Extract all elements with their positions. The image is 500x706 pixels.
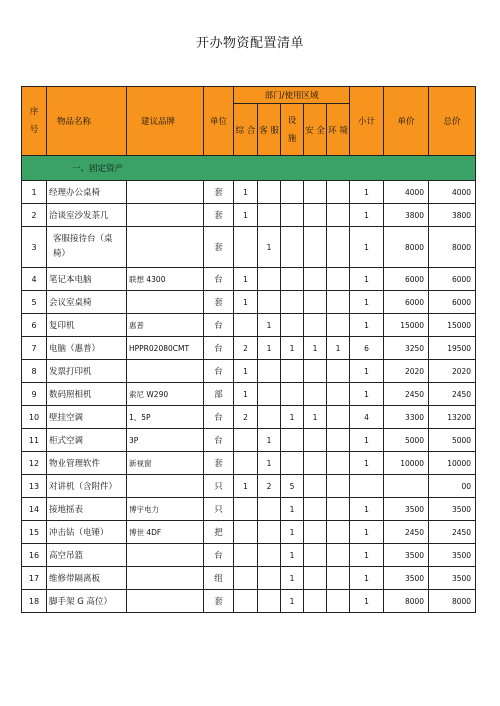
row-number-cell: 18	[22, 590, 47, 613]
qty-general-cell	[234, 521, 258, 544]
table-row	[22, 429, 476, 452]
brand-cell	[127, 181, 204, 204]
qty-service-cell	[258, 360, 281, 383]
subtotal-cell	[350, 475, 384, 498]
qty-environment-cell	[327, 475, 350, 498]
table-row	[22, 567, 476, 590]
dept-general-header: 综 合	[234, 104, 258, 156]
unit-cell: 把	[204, 521, 234, 544]
subtotal-cell: 1	[350, 204, 384, 227]
row-number-cell: 14	[22, 498, 47, 521]
unit-cell: 套	[204, 590, 234, 613]
qty-general-cell: 1	[234, 268, 258, 291]
department-header: 部门/使用区域	[234, 87, 350, 104]
qty-general-cell	[234, 227, 258, 268]
qty-environment-cell	[327, 521, 350, 544]
qty-facility-cell	[281, 181, 304, 204]
qty-safety-cell	[304, 590, 327, 613]
qty-safety-cell	[304, 268, 327, 291]
unit-price-header: 单价	[384, 87, 429, 156]
row-number-cell: 9	[22, 383, 47, 406]
qty-general-cell: 1	[234, 181, 258, 204]
qty-general-cell	[234, 314, 258, 337]
qty-service-cell	[258, 406, 281, 429]
unit-cell: 套	[204, 291, 234, 314]
unit-cell: 部	[204, 383, 234, 406]
qty-safety-cell: 1	[304, 406, 327, 429]
unit-cell: 台	[204, 268, 234, 291]
brand-cell: HPPR02080CMT	[127, 337, 204, 360]
qty-facility-cell	[281, 429, 304, 452]
qty-facility-cell	[281, 383, 304, 406]
row-number-cell: 16	[22, 544, 47, 567]
unit-price-cell	[384, 475, 429, 498]
item-name-cell: 笔记本电脑	[47, 268, 127, 291]
unit-price-cell: 10000	[384, 452, 429, 475]
qty-service-cell: 1	[258, 227, 281, 268]
total-price-cell: 2450	[429, 383, 476, 406]
item-name-header: 物品名称	[47, 87, 127, 156]
total-price-cell: 00	[429, 475, 476, 498]
qty-facility-cell	[281, 204, 304, 227]
table-row	[22, 314, 476, 337]
table-row	[22, 475, 476, 498]
qty-facility-cell: 1	[281, 590, 304, 613]
unit-price-cell: 2020	[384, 360, 429, 383]
item-name-cell: 复印机	[47, 314, 127, 337]
qty-general-cell	[234, 590, 258, 613]
item-name-cell: 经理办公桌椅	[47, 181, 127, 204]
brand-cell: 1、5P	[127, 406, 204, 429]
table-row	[22, 291, 476, 314]
unit-price-cell: 3250	[384, 337, 429, 360]
row-number-cell: 8	[22, 360, 47, 383]
dept-environment-header: 环 境	[327, 104, 350, 156]
qty-service-cell	[258, 544, 281, 567]
qty-safety-cell: 1	[304, 337, 327, 360]
unit-price-cell: 8000	[384, 227, 429, 268]
qty-environment-cell: 1	[327, 337, 350, 360]
qty-environment-cell	[327, 498, 350, 521]
unit-price-cell: 3800	[384, 204, 429, 227]
qty-environment-cell	[327, 204, 350, 227]
total-price-cell: 2020	[429, 360, 476, 383]
qty-facility-cell	[281, 268, 304, 291]
total-price-cell: 8000	[429, 590, 476, 613]
subtotal-cell: 1	[350, 268, 384, 291]
unit-header: 单位	[204, 87, 234, 156]
dept-safety-header: 安 全	[304, 104, 327, 156]
subtotal-cell: 1	[350, 452, 384, 475]
total-price-cell: 5000	[429, 429, 476, 452]
brand-cell	[127, 360, 204, 383]
qty-facility-cell: 1	[281, 406, 304, 429]
subtotal-cell: 1	[350, 590, 384, 613]
qty-facility-cell: 1	[281, 337, 304, 360]
table-row	[22, 360, 476, 383]
table-row	[22, 406, 476, 429]
qty-general-cell: 1	[234, 475, 258, 498]
unit-price-cell: 3500	[384, 567, 429, 590]
row-number-cell: 3	[22, 227, 47, 268]
total-price-cell: 13200	[429, 406, 476, 429]
qty-safety-cell	[304, 475, 327, 498]
qty-safety-cell	[304, 204, 327, 227]
item-name-cell: 维修带隔离板	[47, 567, 127, 590]
table-row	[22, 268, 476, 291]
table-row	[22, 204, 476, 227]
subtotal-cell: 1	[350, 383, 384, 406]
row-number-cell: 13	[22, 475, 47, 498]
unit-cell: 台	[204, 314, 234, 337]
item-name-cell: 柜式空调	[47, 429, 127, 452]
subtotal-cell: 4	[350, 406, 384, 429]
qty-safety-cell	[304, 498, 327, 521]
subtotal-cell: 1	[350, 521, 384, 544]
unit-price-cell: 6000	[384, 291, 429, 314]
qty-general-cell: 1	[234, 360, 258, 383]
qty-general-cell	[234, 498, 258, 521]
qty-environment-cell	[327, 383, 350, 406]
row-number-cell: 5	[22, 291, 47, 314]
qty-service-cell	[258, 567, 281, 590]
table-row	[22, 521, 476, 544]
qty-service-cell	[258, 521, 281, 544]
subtotal-cell: 6	[350, 337, 384, 360]
row-number-cell: 1	[22, 181, 47, 204]
unit-price-cell: 3500	[384, 544, 429, 567]
item-name-cell: 发票打印机	[47, 360, 127, 383]
qty-safety-cell	[304, 314, 327, 337]
subtotal-cell: 1	[350, 429, 384, 452]
subtotal-cell: 1	[350, 227, 384, 268]
unit-cell: 台	[204, 429, 234, 452]
unit-price-cell: 3300	[384, 406, 429, 429]
row-number-cell: 2	[22, 204, 47, 227]
qty-general-cell	[234, 429, 258, 452]
qty-environment-cell	[327, 360, 350, 383]
qty-environment-cell	[327, 590, 350, 613]
subtotal-cell: 1	[350, 291, 384, 314]
qty-general-cell	[234, 544, 258, 567]
table-header-row	[22, 87, 476, 104]
unit-cell: 套	[204, 452, 234, 475]
table-row	[22, 544, 476, 567]
section-label: 一、固定资产	[22, 156, 476, 181]
unit-cell: 台	[204, 337, 234, 360]
qty-service-cell	[258, 181, 281, 204]
total-price-cell: 15000	[429, 314, 476, 337]
brand-cell: 新视窗	[127, 452, 204, 475]
item-name-cell: 脚手架 G 高位）	[47, 590, 127, 613]
qty-general-cell: 2	[234, 406, 258, 429]
qty-service-cell	[258, 291, 281, 314]
qty-facility-cell: 1	[281, 498, 304, 521]
brand-cell	[127, 544, 204, 567]
qty-general-cell	[234, 567, 258, 590]
qty-facility-cell	[281, 291, 304, 314]
table-row	[22, 498, 476, 521]
total-price-cell: 3500	[429, 567, 476, 590]
subtotal-cell: 1	[350, 360, 384, 383]
subtotal-header: 小计	[350, 87, 384, 156]
row-number-cell: 17	[22, 567, 47, 590]
qty-safety-cell	[304, 227, 327, 268]
qty-environment-cell	[327, 291, 350, 314]
qty-safety-cell	[304, 429, 327, 452]
qty-facility-cell: 5	[281, 475, 304, 498]
row-number-cell: 12	[22, 452, 47, 475]
page-title: 开办物资配置清单	[195, 36, 304, 51]
brand-cell	[127, 475, 204, 498]
brand-cell: 惠普	[127, 314, 204, 337]
qty-service-cell: 1	[258, 314, 281, 337]
row-number-cell: 4	[22, 268, 47, 291]
item-name-cell: 数码照相机	[47, 383, 127, 406]
unit-price-cell: 2450	[384, 521, 429, 544]
total-price-cell: 3800	[429, 204, 476, 227]
total-price-cell: 6000	[429, 291, 476, 314]
brand-cell	[127, 590, 204, 613]
item-name-cell: 客服接待台（桌椅）	[47, 227, 127, 268]
unit-cell: 套	[204, 181, 234, 204]
row-number-cell: 11	[22, 429, 47, 452]
qty-environment-cell	[327, 429, 350, 452]
qty-service-cell	[258, 498, 281, 521]
total-price-header: 总价	[429, 87, 476, 156]
table-row	[22, 590, 476, 613]
unit-price-cell: 6000	[384, 268, 429, 291]
qty-environment-cell	[327, 227, 350, 268]
subtotal-cell: 1	[350, 544, 384, 567]
row-number-cell: 10	[22, 406, 47, 429]
qty-safety-cell	[304, 452, 327, 475]
dept-facility-header: 设 施	[281, 104, 304, 156]
item-name-cell: 冲击钻（电锤）	[47, 521, 127, 544]
qty-service-cell	[258, 383, 281, 406]
total-price-cell: 2450	[429, 521, 476, 544]
item-name-cell: 电脑（惠普）	[47, 337, 127, 360]
unit-price-cell: 15000	[384, 314, 429, 337]
table-row	[22, 337, 476, 360]
brand-cell: 联想 4300	[127, 268, 204, 291]
item-name-cell: 物业管理软件	[47, 452, 127, 475]
qty-facility-cell	[281, 227, 304, 268]
unit-cell: 台	[204, 406, 234, 429]
item-name-cell: 洽谈室沙发茶几	[47, 204, 127, 227]
qty-safety-cell	[304, 521, 327, 544]
qty-service-cell	[258, 204, 281, 227]
brand-cell	[127, 204, 204, 227]
qty-environment-cell	[327, 268, 350, 291]
brand-cell: 博宇电力	[127, 498, 204, 521]
item-name-cell: 高空吊篮	[47, 544, 127, 567]
qty-general-cell: 1	[234, 291, 258, 314]
brand-cell: 博世 4DF	[127, 521, 204, 544]
qty-facility-cell	[281, 452, 304, 475]
item-name-cell: 壁挂空调	[47, 406, 127, 429]
brand-cell	[127, 567, 204, 590]
unit-cell: 只	[204, 498, 234, 521]
qty-environment-cell	[327, 314, 350, 337]
subtotal-cell: 1	[350, 498, 384, 521]
item-name-cell: 对讲机（含附件）	[47, 475, 127, 498]
total-price-cell: 6000	[429, 268, 476, 291]
total-price-cell: 10000	[429, 452, 476, 475]
brand-cell	[127, 291, 204, 314]
total-price-cell: 3500	[429, 498, 476, 521]
qty-environment-cell	[327, 544, 350, 567]
unit-cell: 套	[204, 227, 234, 268]
dept-service-header: 客 服	[258, 104, 281, 156]
unit-cell: 组	[204, 567, 234, 590]
qty-general-cell: 1	[234, 383, 258, 406]
qty-service-cell	[258, 590, 281, 613]
table-row	[22, 181, 476, 204]
qty-environment-cell	[327, 452, 350, 475]
subtotal-cell: 1	[350, 181, 384, 204]
qty-general-cell: 1	[234, 204, 258, 227]
subtotal-cell: 1	[350, 567, 384, 590]
total-price-cell: 8000	[429, 227, 476, 268]
item-name-cell: 接地摇表	[47, 498, 127, 521]
table-row	[22, 227, 476, 268]
qty-service-cell	[258, 268, 281, 291]
qty-safety-cell	[304, 544, 327, 567]
total-price-cell: 19500	[429, 337, 476, 360]
total-price-cell: 3500	[429, 544, 476, 567]
row-number-cell: 15	[22, 521, 47, 544]
unit-price-cell: 3500	[384, 498, 429, 521]
brand-cell: 3P	[127, 429, 204, 452]
item-name-cell: 会议室桌椅	[47, 291, 127, 314]
qty-service-cell: 2	[258, 475, 281, 498]
qty-environment-cell	[327, 181, 350, 204]
qty-safety-cell	[304, 181, 327, 204]
row-number-cell: 7	[22, 337, 47, 360]
qty-general-cell: 2	[234, 337, 258, 360]
subtotal-cell: 1	[350, 314, 384, 337]
unit-cell: 只	[204, 475, 234, 498]
brand-cell: 索尼 W290	[127, 383, 204, 406]
table-row	[22, 452, 476, 475]
seq-header: 序 号	[22, 87, 47, 156]
qty-environment-cell	[327, 567, 350, 590]
qty-safety-cell	[304, 360, 327, 383]
brand-cell	[127, 227, 204, 268]
qty-facility-cell: 1	[281, 544, 304, 567]
qty-service-cell: 1	[258, 337, 281, 360]
asset-config-table	[21, 86, 476, 613]
row-number-cell: 6	[22, 314, 47, 337]
section-row-fixed-assets	[22, 156, 476, 181]
qty-facility-cell: 1	[281, 521, 304, 544]
unit-price-cell: 5000	[384, 429, 429, 452]
total-price-cell: 4000	[429, 181, 476, 204]
unit-price-cell: 2450	[384, 383, 429, 406]
unit-price-cell: 8000	[384, 590, 429, 613]
qty-safety-cell	[304, 383, 327, 406]
unit-price-cell: 4000	[384, 181, 429, 204]
table-row	[22, 383, 476, 406]
qty-safety-cell	[304, 291, 327, 314]
brand-header: 建议品牌	[127, 87, 204, 156]
unit-cell: 台	[204, 360, 234, 383]
qty-facility-cell: 1	[281, 567, 304, 590]
qty-facility-cell	[281, 314, 304, 337]
unit-cell: 台	[204, 544, 234, 567]
unit-cell: 套	[204, 204, 234, 227]
qty-service-cell: 1	[258, 429, 281, 452]
qty-general-cell	[234, 452, 258, 475]
qty-service-cell: 1	[258, 452, 281, 475]
qty-environment-cell	[327, 406, 350, 429]
qty-facility-cell	[281, 360, 304, 383]
qty-safety-cell	[304, 567, 327, 590]
